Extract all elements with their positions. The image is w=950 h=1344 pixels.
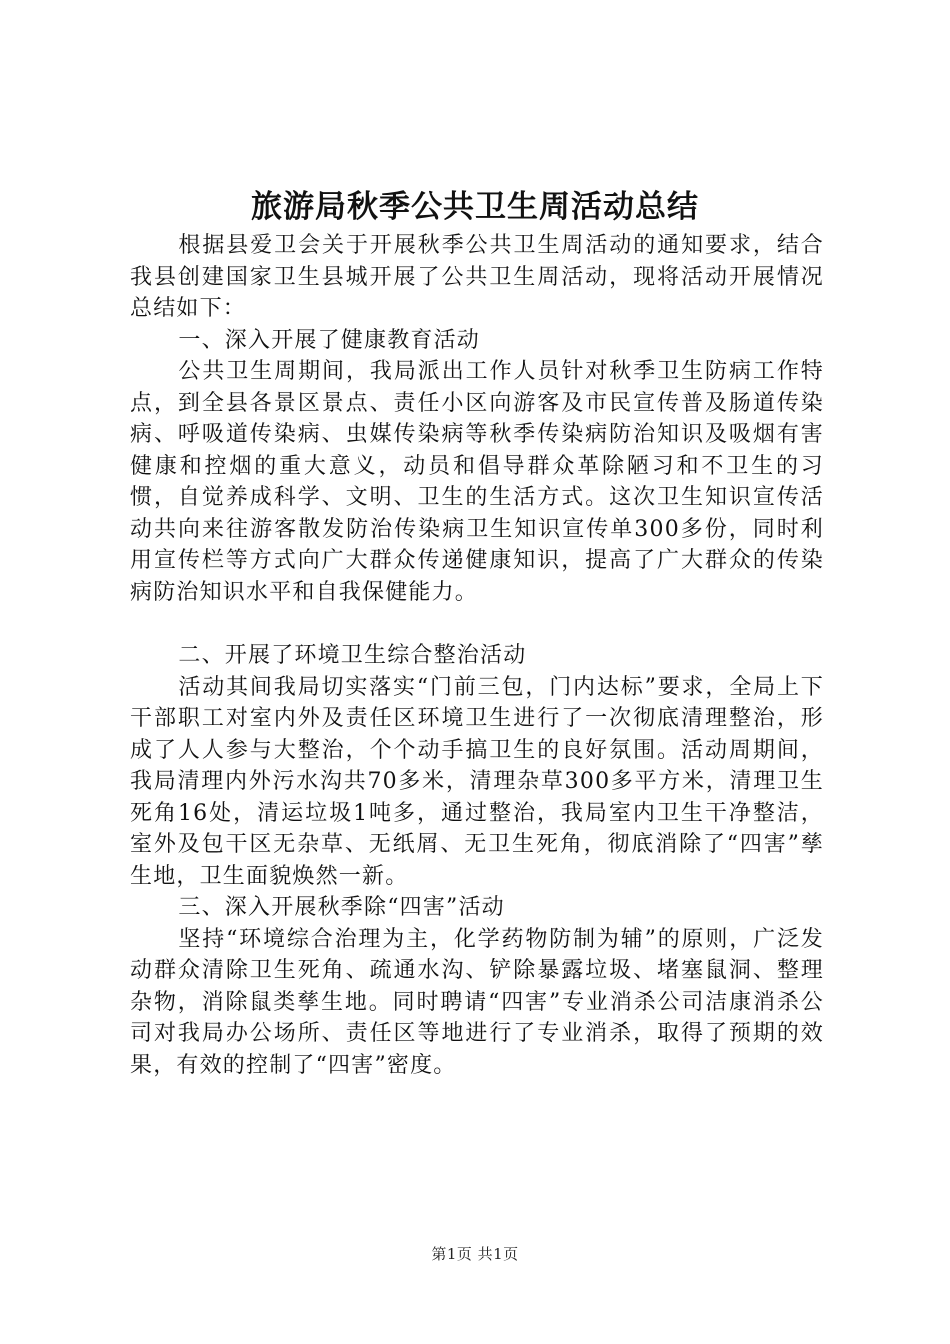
section-2-paragraph: 活动其间我局切实落实“门前三包，门内达标”要求，全局上下干部职工对室内外及责任区环境卫生进行了一次彻底清理整治，形成了人人参与大整治，个个动手搞卫生的良好氛围。活动周期间，我局清理内外污水沟共70多米，清理杂草300多平方米，清理卫生死角16处，清运垃圾1吨多，通过整治，我局室内卫生干净整洁，室外及包干区无杂草、无纸屑、无卫生死角，彻底消除了“四害”孳生地，卫生面貌焕然一新。 [130,674,824,889]
section-3-heading: 三、深入开展秋季除“四害”活动 [178,895,505,920]
paragraph-gap [130,608,824,640]
document-body [130,230,824,1081]
section-3-paragraph: 坚持“环境综合治理为主，化学药物防制为辅”的原则，广泛发动群众清除卫生死角、疏通水沟、铲除暴露垃圾、堵塞鼠洞、整理杂物，消除鼠类孳生地。同时聘请“四害”专业消杀公司洁康消杀公司对我局办公场所、责任区等地进行了专业消杀，取得了预期的效果，有效的控制了“四害”密度。 [130,926,824,1078]
document-title: 旅游局秋季公共卫生周活动总结 [251,189,699,225]
section-1-heading: 一、深入开展了健康教育活动 [178,327,480,353]
page-footer: 第1页 共1页 [431,1245,519,1263]
section-2-heading: 二、开展了环境卫生综合整治活动 [178,643,527,668]
intro-paragraph: 根据县爱卫会关于开展秋季公共卫生周活动的通知要求，结合我县创建国家卫生县城开展了公共卫生周活动，现将活动开展情况总结如下： [130,233,824,321]
section-1-paragraph: 公共卫生周期间，我局派出工作人员针对秋季卫生防病工作特点，到全县各景区景点、责任小区向游客及市民宣传普及肠道传染病、呼吸道传染病、虫媒传染病等秋季传染病防治知识及吸烟有害健康和控烟的重大意义，动员和倡导群众革除陋习和不卫生的习惯，自觉养成科学、文明、卫生的生活方式。这次卫生知识宣传活动共向来往游客散发防治传染病卫生知识宣传单300多份，同时利用宣传栏等方式向广大群众传递健康知识，提高了广大群众的传染病防治知识水平和自我保健能力。 [130,359,824,605]
